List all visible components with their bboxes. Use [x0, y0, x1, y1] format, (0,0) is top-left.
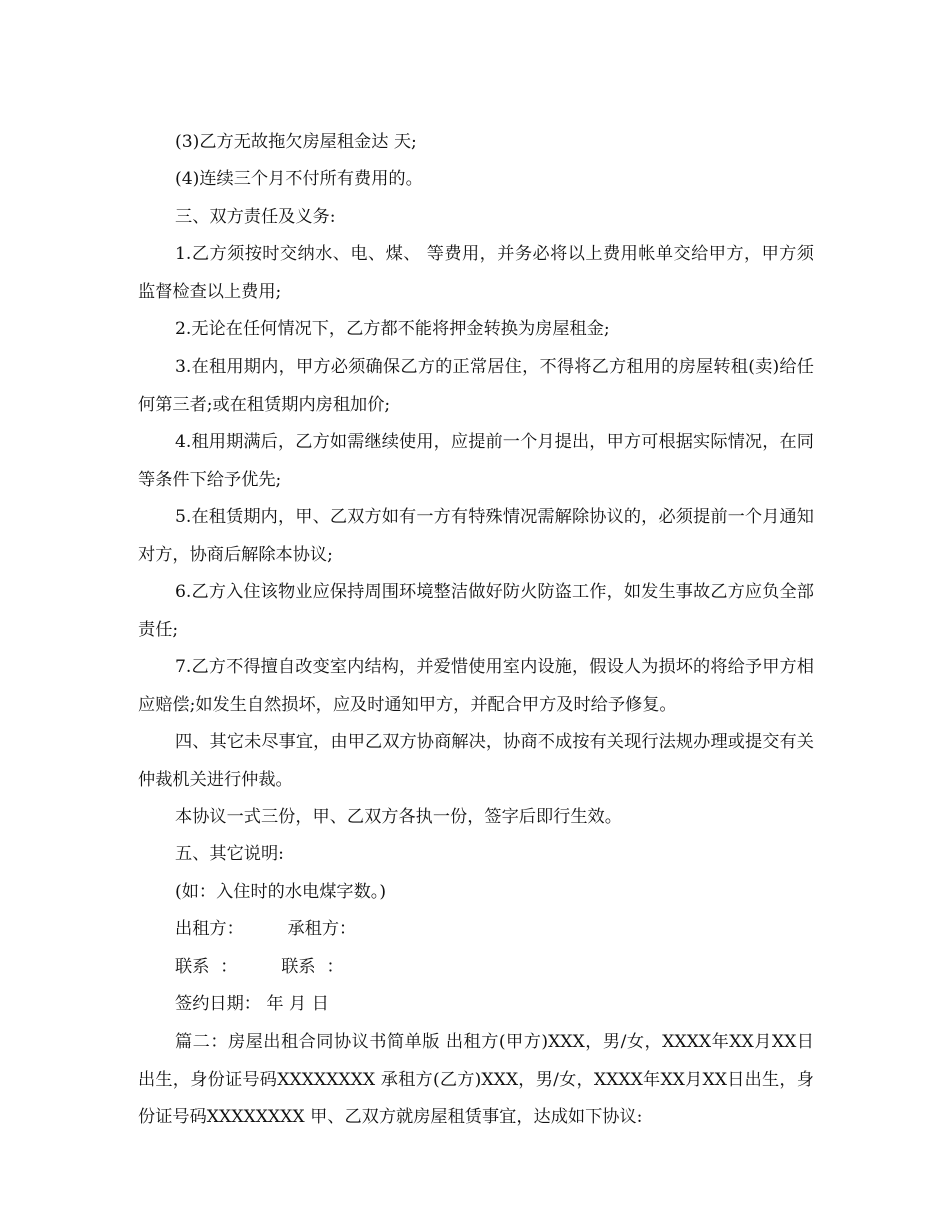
- section-heading-other-notes: 五、其它说明:: [175, 844, 284, 864]
- section-heading-other-matters: 四、其它未尽事宜，由甲乙双方协商解决，协商不成按有关现行法规办理或提交有关仲裁机关进行仲裁。: [138, 732, 814, 790]
- duty-7-structure: 7.乙方不得擅自改变室内结构，并爱惜使用室内设施，假设人为损坏的将给予甲方相应赔偿;如发生自然损坏，应及时通知甲方，并配合甲方及时给予修复。: [138, 657, 814, 715]
- duty-4-renewal: 4.租用期满后，乙方如需继续使用，应提前一个月提出，甲方可根据实际情况，在同等条件下给予优先;: [138, 432, 814, 490]
- duty-5-termination: 5.在租赁期内，甲、乙双方如有一方有特殊情况需解除协议的，必须提前一个月通知对方，协商后解除本协议;: [138, 507, 814, 565]
- clause-3-rent-arrears: (3)乙方无故拖欠房屋租金达 天;: [175, 132, 417, 152]
- signature-contacts: 联系 ： 联系 ：: [175, 957, 344, 977]
- section-heading-responsibilities: 三、双方责任及义务:: [175, 207, 336, 227]
- duty-6-safety: 6.乙方入住该物业应保持周围环境整洁做好防火防盗工作，如发生事故乙方应负全部责任;: [138, 582, 814, 640]
- duty-3-sublet: 3.在租用期内，甲方必须确保乙方的正常居住，不得将乙方租用的房屋转租(卖)给任何第三者;或在租赁期内房租加价;: [138, 357, 814, 415]
- signature-parties: 出租方： 承租方：: [175, 919, 357, 939]
- clause-4-unpaid-fees: (4)连续三个月不付所有费用的。: [175, 169, 423, 189]
- signing-date: 签约日期： 年 月 日: [175, 994, 329, 1014]
- copies-clause: 本协议一式三份，甲、乙双方各执一份，签字后即行生效。: [175, 807, 622, 827]
- part-two-intro: 篇二：房屋出租合同协议书简单版 出租方(甲方)XXX，男/女，XXXX年XX月XX日出生，身份证号码XXXXXXXX 承租方(乙方)XXX，男/女，XXXX年XX月XX日出生，身份证号码XXXXXXXX 甲、乙双方就房屋租赁事宜，达成如下协议:: [138, 1032, 814, 1127]
- notes-example: (如：入住时的水电煤字数。): [175, 882, 387, 902]
- duty-1-utility-fees: 1.乙方须按时交纳水、电、煤、 等费用，并务必将以上费用帐单交给甲方，甲方须监督检查以上费用;: [138, 244, 814, 302]
- duty-2-deposit: 2.无论在任何情况下，乙方都不能将押金转换为房屋租金;: [175, 319, 610, 339]
